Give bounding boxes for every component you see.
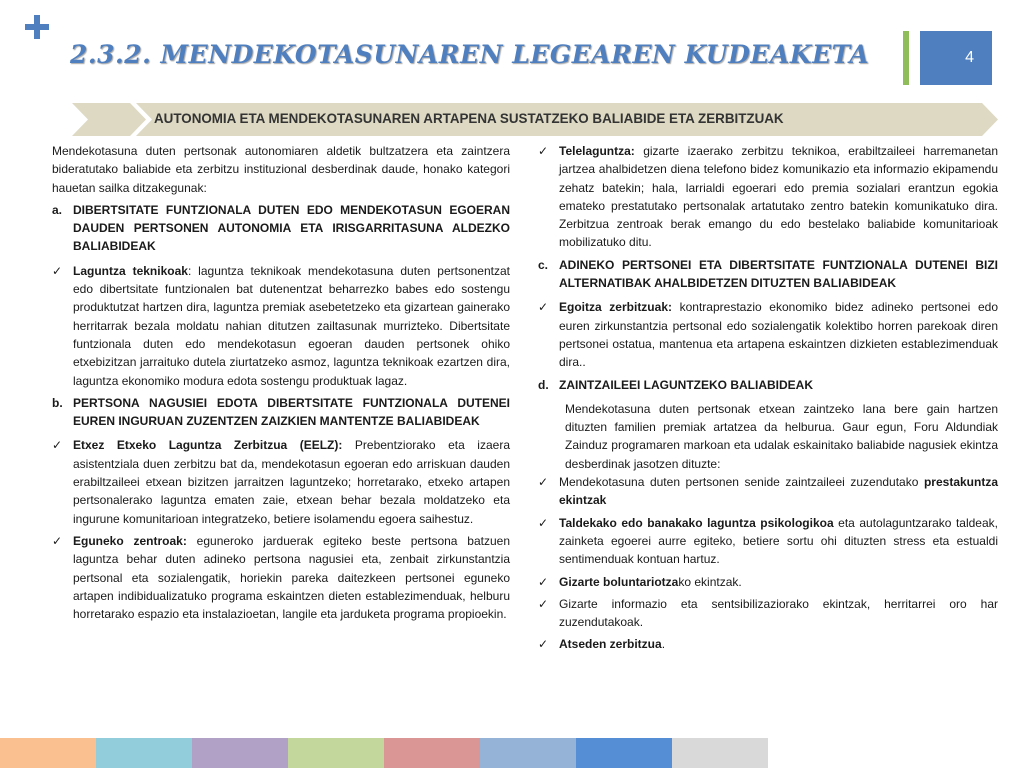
section-b-heading bbox=[52, 394, 510, 431]
checkmark-icon: ✓ bbox=[538, 475, 549, 490]
footer-color-strip bbox=[0, 738, 768, 768]
item-label: Atseden zerbitzua bbox=[559, 637, 662, 652]
list-item-atseden bbox=[538, 635, 998, 653]
item-label: Gizarte boluntariotza bbox=[559, 574, 679, 589]
footer-swatch bbox=[96, 738, 192, 768]
item-text: kontraprestazio ekonomiko bidez adineko pertsonei edo euren zirkunstantzia pertsonal edo sozialengatik kolektibo horren parekoak diren pertsonei ostatua, mantenua eta artapena eskaintzen dizkieten establezimenduak dira.. bbox=[559, 300, 998, 370]
list-item-psikologikoa bbox=[538, 514, 998, 569]
list-item-eguneko bbox=[52, 532, 510, 623]
accent-bar bbox=[903, 31, 909, 85]
footer-swatch bbox=[576, 738, 672, 768]
item-text: Prebentziorako eta izaera asistentziala duen zerbitzu bat da, mendekotasun egoeran edo arriskuan dauden erabiltzaileei etxean bizitzen jarraitzen laguntzeko; horretarako, etxeko artapen pertsonalerako laguntza ematen zaie, etxean behar bezala moldatzeko eta ingurune komunitarioan integratzeko, betiere isolamendu egoera saihestuz. bbox=[73, 438, 510, 526]
checkmark-icon: ✓ bbox=[52, 438, 63, 453]
footer-swatch bbox=[384, 738, 480, 768]
checkmark-icon: ✓ bbox=[52, 533, 63, 548]
checkmark-icon: ✓ bbox=[538, 144, 549, 158]
item-label: Telelaguntza: bbox=[559, 144, 635, 158]
section-b-title: PERTSONA NAGUSIEI EDOTA DIBERTSITATE FUNTZIONALA DUTENEI EUREN INGURUAN ZUZENTZEN ZAIZKIEN MANTENTZE BALIABIDEAK bbox=[73, 395, 510, 429]
checkmark-icon: ✓ bbox=[538, 596, 549, 611]
section-c-heading bbox=[538, 256, 998, 293]
item-label: Etxez Etxeko Laguntza Zerbitzua (EELZ): bbox=[73, 438, 343, 453]
page-number: 4 bbox=[965, 49, 974, 66]
item-label: Laguntza teknikoak bbox=[73, 263, 188, 278]
footer-swatch bbox=[0, 738, 96, 768]
checkmark-icon: ✓ bbox=[538, 515, 549, 530]
left-column bbox=[52, 142, 510, 627]
item-label: prestakuntza ekintzak bbox=[559, 475, 998, 508]
item-text: . bbox=[661, 637, 666, 652]
checkmark-icon: ✓ bbox=[52, 263, 63, 278]
footer-swatch bbox=[192, 738, 288, 768]
item-text: : laguntza teknikoak mendekotasuna duten pertsonentzat edo dibertsitate funtzionalen bat dutenentzat beharrezko babes edo sostengu produktutzat hartzen dira, laguntza premiak asebetetzeko eta gizartean gainerako herritarrak bezala moldatu nahian ditutzen zailtasunak murrizteko. Dibertsitate funtzionala duten edo mendekotasun egoeran dauden pertsonek ohiko etxebizitzan jarraituko dutela ziurtatzeko asmoz, laguntza teknikoak ezartzen dira, laguntza ekonomiko modura edota sostengu produktuak lagaz. bbox=[73, 263, 510, 388]
item-text: Mendekotasuna duten pertsonen senide zaintzaileei zuzendutako bbox=[559, 475, 924, 490]
item-label: Egoitza zerbitzuak: bbox=[559, 300, 672, 315]
item-text: ko ekintzak. bbox=[678, 574, 742, 589]
banner-text: AUTONOMIA ETA MENDEKOTASUNAREN ARTAPENA SUSTATZEKO BALIABIDE ETA ZERBITZUAK bbox=[154, 111, 784, 126]
checkmark-icon: ✓ bbox=[538, 574, 549, 589]
footer-swatch bbox=[672, 738, 768, 768]
section-banner bbox=[72, 103, 998, 136]
checkmark-icon: ✓ bbox=[538, 300, 549, 315]
item-text: eguneroko jarduerak egiteko beste pertsona batzuen laguntza behar duten adineko pertsona nagusiei eta, zenbait zirkunstantzia pertsonal eta sozialengatik, horiekin pareka daitezkeen pertsonei eguneko artapen indibidualizatuko programa eskaintzen dieten establezimenduak, helburu horretarako espazio eta instalazioetan, langile eta jarduketa programa propioekin. bbox=[73, 533, 510, 622]
item-text: Gizarte informazio eta sentsibilizaziorako ekintzak, herritarrei oro har zuzendutakoak. bbox=[559, 596, 998, 630]
item-text: eta autolaguntzarako taldeak, zainketa egoerei aurre egiteko, betiere sortu ohi dituzten stress eta estualdi sentimenduak kontuan hartuz. bbox=[559, 515, 998, 567]
section-d-title: ZAINTZAILEEI LAGUNTZEKO BALIABIDEAK bbox=[559, 377, 813, 392]
list-item-egoitza bbox=[538, 298, 998, 371]
list-item-telelaguntza bbox=[538, 142, 998, 252]
section-a-title: DIBERTSITATE FUNTZIONALA DUTEN EDO MENDEKOTASUN EGOERAN DAUDEN PERTSONEN AUTONOMIA ETA IRISGARRITASUNA ALDEZKO BALIABIDEAK bbox=[73, 202, 510, 254]
section-c-title: ADINEKO PERTSONEI ETA DIBERTSITATE FUNTZIONALA DUTENEI BIZI ALTERNATIBAK AHALBIDETZEN DITUZTEN BALIABIDEAK bbox=[559, 257, 998, 291]
page-title: 2.3.2. MENDEKOTASUNAREN LEGEAREN KUDEAKETA bbox=[70, 40, 870, 69]
page-number-box bbox=[920, 31, 992, 85]
section-a-letter: a. bbox=[52, 202, 63, 217]
section-d-letter: d. bbox=[538, 377, 549, 392]
section-b-letter: b. bbox=[52, 395, 63, 410]
footer-swatch bbox=[288, 738, 384, 768]
list-item-prestakuntza bbox=[538, 473, 998, 510]
item-label: Eguneko zentroak: bbox=[73, 533, 187, 548]
item-text: gizarte izaerako zerbitzu teknikoa, erabiltzaileei harremanetan jartzea ahalbidetzen diena telefono bidez komunikazio eta informazio ekipamendu zehatz batekin; hala, larrialdi egoerari edo premia sozialari erantzun egokia emateko prestatutako pertsonalak artatutako zentro batekin komunikatuko dira. Zerbitzua zentroak berak emango du edo bestelako baliabide komunitarioak mobilizatuko ditu. bbox=[559, 144, 998, 250]
item-label: Taldekako edo banakako laguntza psikologikoa bbox=[559, 515, 834, 530]
section-c-letter: c. bbox=[538, 257, 549, 272]
plus-logo-icon bbox=[24, 14, 50, 40]
section-d-heading bbox=[538, 376, 998, 394]
list-item-eelz bbox=[52, 436, 510, 527]
section-d-intro: Mendekotasuna duten pertsonak etxean zaintzeko lana bere gain hartzen dituzten familien premiak artatzea da helburua. Gaur egun, Foru Aldundiak Zainduz programaren markoan eta udalak eskainitako baliabide nagusiek ekintza desberdinak jasotzen dituzte: bbox=[565, 401, 998, 471]
list-item-boluntariotza bbox=[538, 573, 998, 591]
intro-paragraph: Mendekotasuna duten pertsonak autonomiaren aldetik bultzatzera eta zaintzera bideratutako baliabide eta zerbitzu instituzional desberdinak daude, honako kategori hauetan sailka ditzakegunak: bbox=[52, 144, 510, 195]
list-item-laguntza bbox=[52, 262, 510, 390]
footer-swatch bbox=[480, 738, 576, 768]
section-a-heading bbox=[52, 201, 510, 256]
list-item-informazioa bbox=[538, 595, 998, 632]
right-column bbox=[538, 142, 998, 658]
checkmark-icon: ✓ bbox=[538, 637, 549, 652]
